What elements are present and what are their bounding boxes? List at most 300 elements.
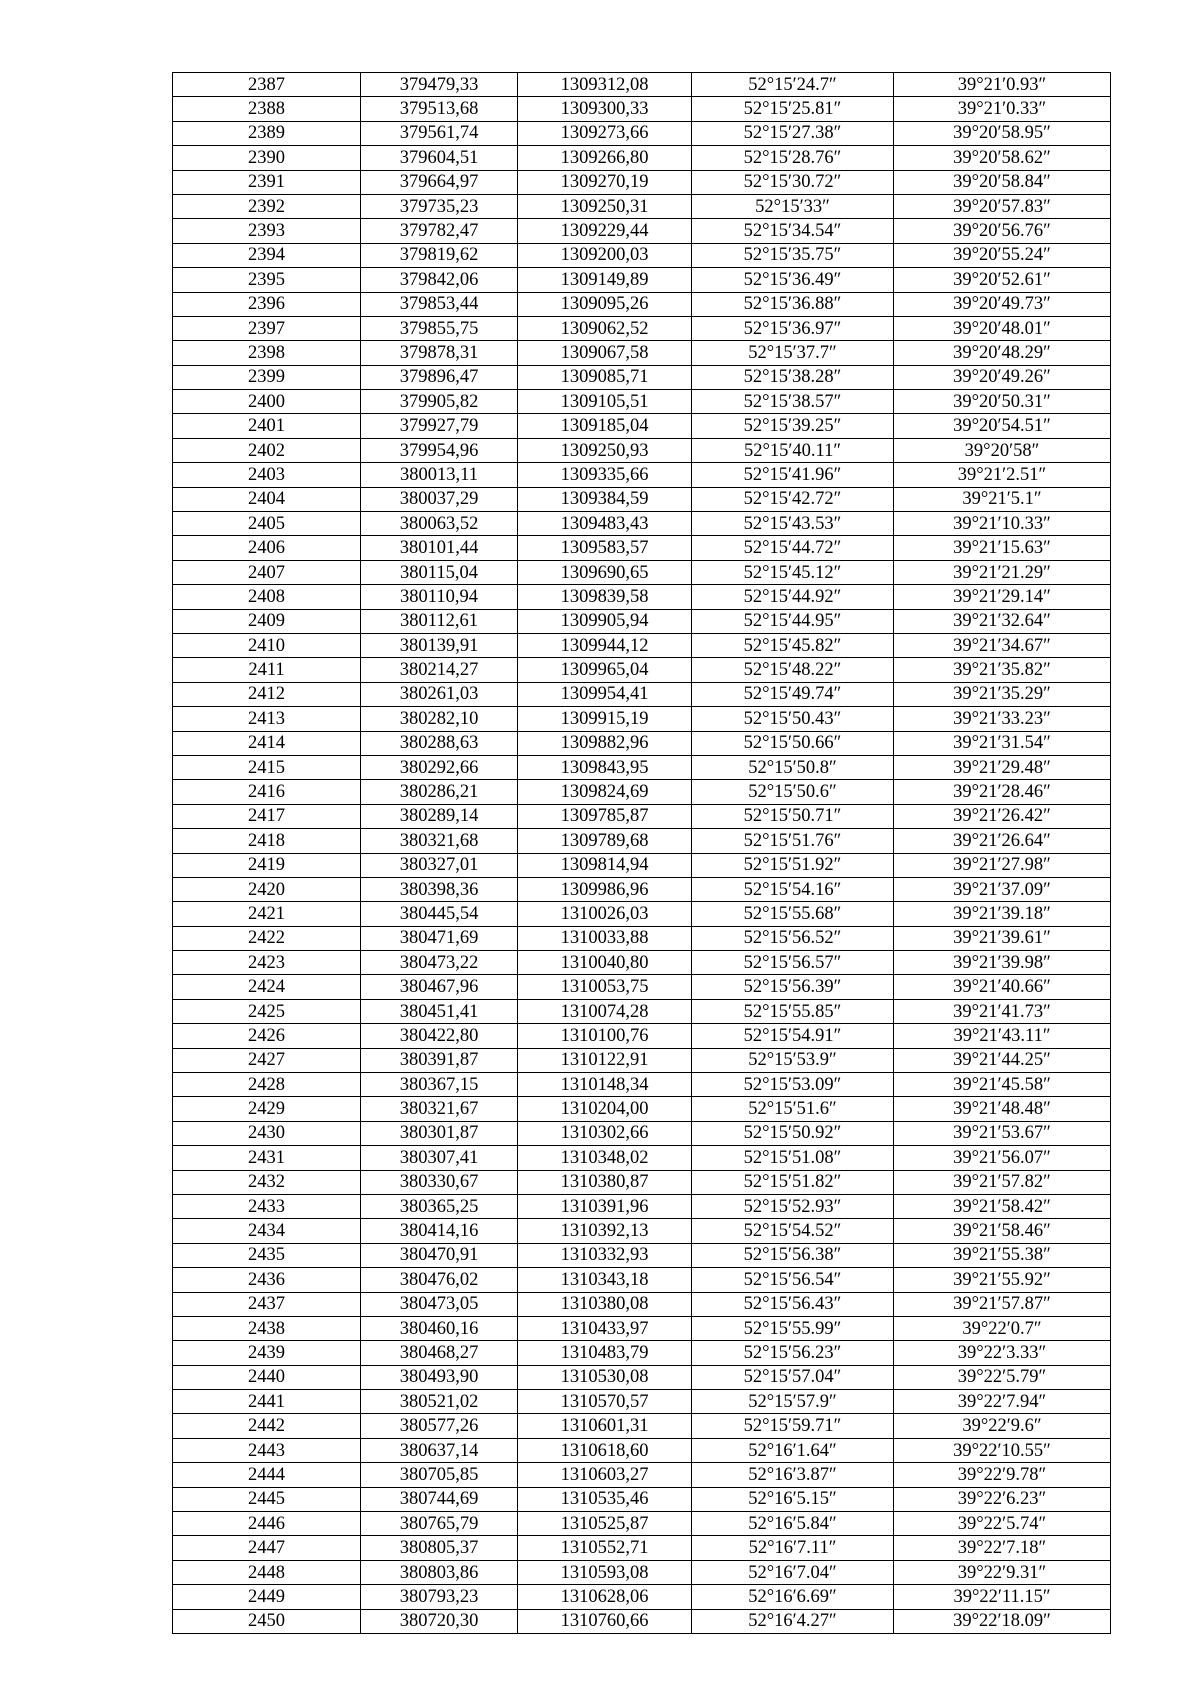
longitude-cell: 39°22′9.78″ — [894, 1463, 1111, 1487]
x-coordinate-cell: 380720,30 — [361, 1609, 518, 1633]
x-coordinate-cell: 380214,27 — [361, 658, 518, 682]
table-row — [173, 1048, 1111, 1072]
y-coordinate-cell: 1310535,46 — [518, 1487, 692, 1511]
y-coordinate-cell: 1309986,96 — [518, 877, 692, 901]
table-row — [173, 755, 1111, 779]
table-row — [173, 1170, 1111, 1194]
point-number-cell: 2408 — [173, 585, 361, 609]
point-number-cell: 2417 — [173, 804, 361, 828]
x-coordinate-cell: 380476,02 — [361, 1268, 518, 1292]
point-number-cell: 2392 — [173, 194, 361, 218]
point-number-cell: 2432 — [173, 1170, 361, 1194]
table-row — [173, 1365, 1111, 1389]
table-row — [173, 414, 1111, 438]
y-coordinate-cell: 1310040,80 — [518, 951, 692, 975]
longitude-cell: 39°21′29.14″ — [894, 585, 1111, 609]
point-number-cell: 2401 — [173, 414, 361, 438]
table-row — [173, 1438, 1111, 1462]
table-row — [173, 243, 1111, 267]
x-coordinate-cell: 380327,01 — [361, 853, 518, 877]
longitude-cell: 39°21′37.09″ — [894, 877, 1111, 901]
y-coordinate-cell: 1309266,80 — [518, 146, 692, 170]
x-coordinate-cell: 379735,23 — [361, 194, 518, 218]
x-coordinate-cell: 380292,66 — [361, 755, 518, 779]
longitude-cell: 39°21′57.87″ — [894, 1292, 1111, 1316]
latitude-cell: 52°16′1.64″ — [692, 1438, 894, 1462]
table-row — [173, 1585, 1111, 1609]
latitude-cell: 52°16′7.11″ — [692, 1536, 894, 1560]
latitude-cell: 52°15′36.88″ — [692, 292, 894, 316]
longitude-cell: 39°21′27.98″ — [894, 853, 1111, 877]
y-coordinate-cell: 1310332,93 — [518, 1243, 692, 1267]
point-number-cell: 2402 — [173, 438, 361, 462]
x-coordinate-cell: 380286,21 — [361, 780, 518, 804]
point-number-cell: 2443 — [173, 1438, 361, 1462]
latitude-cell: 52°15′25.81″ — [692, 97, 894, 121]
point-number-cell: 2447 — [173, 1536, 361, 1560]
longitude-cell: 39°21′55.38″ — [894, 1243, 1111, 1267]
latitude-cell: 52°15′56.23″ — [692, 1341, 894, 1365]
y-coordinate-cell: 1309300,33 — [518, 97, 692, 121]
x-coordinate-cell: 379561,74 — [361, 121, 518, 145]
table-row — [173, 512, 1111, 536]
longitude-cell: 39°21′43.11″ — [894, 1024, 1111, 1048]
x-coordinate-cell: 379855,75 — [361, 316, 518, 340]
latitude-cell: 52°15′28.76″ — [692, 146, 894, 170]
longitude-cell: 39°22′9.31″ — [894, 1560, 1111, 1584]
longitude-cell: 39°21′58.42″ — [894, 1194, 1111, 1218]
y-coordinate-cell: 1309312,08 — [518, 73, 692, 97]
table-row — [173, 1097, 1111, 1121]
x-coordinate-cell: 380414,16 — [361, 1219, 518, 1243]
y-coordinate-cell: 1309095,26 — [518, 292, 692, 316]
longitude-cell: 39°21′40.66″ — [894, 975, 1111, 999]
y-coordinate-cell: 1310074,28 — [518, 999, 692, 1023]
y-coordinate-cell: 1309690,65 — [518, 560, 692, 584]
point-number-cell: 2450 — [173, 1609, 361, 1633]
latitude-cell: 52°15′45.12″ — [692, 560, 894, 584]
table-row — [173, 1341, 1111, 1365]
latitude-cell: 52°15′52.93″ — [692, 1194, 894, 1218]
point-number-cell: 2423 — [173, 951, 361, 975]
latitude-cell: 52°15′27.38″ — [692, 121, 894, 145]
latitude-cell: 52°15′42.72″ — [692, 487, 894, 511]
point-number-cell: 2421 — [173, 902, 361, 926]
table-row — [173, 487, 1111, 511]
point-number-cell: 2409 — [173, 609, 361, 633]
latitude-cell: 52°15′44.92″ — [692, 585, 894, 609]
latitude-cell: 52°15′55.99″ — [692, 1316, 894, 1340]
table-row — [173, 609, 1111, 633]
latitude-cell: 52°15′36.49″ — [692, 268, 894, 292]
longitude-cell: 39°21′57.82″ — [894, 1170, 1111, 1194]
x-coordinate-cell: 380470,91 — [361, 1243, 518, 1267]
longitude-cell: 39°21′32.64″ — [894, 609, 1111, 633]
point-number-cell: 2398 — [173, 341, 361, 365]
latitude-cell: 52°15′37.7″ — [692, 341, 894, 365]
latitude-cell: 52°16′5.84″ — [692, 1512, 894, 1536]
latitude-cell: 52°15′55.68″ — [692, 902, 894, 926]
y-coordinate-cell: 1309250,31 — [518, 194, 692, 218]
point-number-cell: 2420 — [173, 877, 361, 901]
point-number-cell: 2422 — [173, 926, 361, 950]
y-coordinate-cell: 1310302,66 — [518, 1121, 692, 1145]
y-coordinate-cell: 1310033,88 — [518, 926, 692, 950]
latitude-cell: 52°15′50.92″ — [692, 1121, 894, 1145]
longitude-cell: 39°22′9.6″ — [894, 1414, 1111, 1438]
latitude-cell: 52°15′50.66″ — [692, 731, 894, 755]
point-number-cell: 2425 — [173, 999, 361, 1023]
table-row — [173, 829, 1111, 853]
latitude-cell: 52°15′54.52″ — [692, 1219, 894, 1243]
point-number-cell: 2405 — [173, 512, 361, 536]
table-row — [173, 292, 1111, 316]
x-coordinate-cell: 380805,37 — [361, 1536, 518, 1560]
x-coordinate-cell: 379782,47 — [361, 219, 518, 243]
latitude-cell: 52°15′54.16″ — [692, 877, 894, 901]
x-coordinate-cell: 380261,03 — [361, 682, 518, 706]
y-coordinate-cell: 1310760,66 — [518, 1609, 692, 1633]
table-row — [173, 194, 1111, 218]
latitude-cell: 52°15′51.76″ — [692, 829, 894, 853]
longitude-cell: 39°21′39.98″ — [894, 951, 1111, 975]
point-number-cell: 2411 — [173, 658, 361, 682]
y-coordinate-cell: 1309067,58 — [518, 341, 692, 365]
x-coordinate-cell: 380493,90 — [361, 1365, 518, 1389]
longitude-cell: 39°21′34.67″ — [894, 633, 1111, 657]
x-coordinate-cell: 380744,69 — [361, 1487, 518, 1511]
longitude-cell: 39°22′6.23″ — [894, 1487, 1111, 1511]
table-row — [173, 438, 1111, 462]
x-coordinate-cell: 379479,33 — [361, 73, 518, 97]
table-row — [173, 1560, 1111, 1584]
table-row — [173, 585, 1111, 609]
longitude-cell: 39°21′53.67″ — [894, 1121, 1111, 1145]
table-row — [173, 1463, 1111, 1487]
latitude-cell: 52°15′49.74″ — [692, 682, 894, 706]
table-row — [173, 853, 1111, 877]
latitude-cell: 52°15′33″ — [692, 194, 894, 218]
x-coordinate-cell: 380115,04 — [361, 560, 518, 584]
x-coordinate-cell: 380467,96 — [361, 975, 518, 999]
latitude-cell: 52°15′55.85″ — [692, 999, 894, 1023]
longitude-cell: 39°21′33.23″ — [894, 707, 1111, 731]
y-coordinate-cell: 1309785,87 — [518, 804, 692, 828]
table-row — [173, 1536, 1111, 1560]
table-row — [173, 999, 1111, 1023]
y-coordinate-cell: 1310348,02 — [518, 1146, 692, 1170]
table-row — [173, 536, 1111, 560]
longitude-cell: 39°21′48.48″ — [894, 1097, 1111, 1121]
latitude-cell: 52°15′34.54″ — [692, 219, 894, 243]
x-coordinate-cell: 379819,62 — [361, 243, 518, 267]
point-number-cell: 2440 — [173, 1365, 361, 1389]
y-coordinate-cell: 1310628,06 — [518, 1585, 692, 1609]
longitude-cell: 39°21′0.93″ — [894, 73, 1111, 97]
longitude-cell: 39°20′58.84″ — [894, 170, 1111, 194]
table-row — [173, 926, 1111, 950]
x-coordinate-cell: 380765,79 — [361, 1512, 518, 1536]
y-coordinate-cell: 1310148,34 — [518, 1073, 692, 1097]
x-coordinate-cell: 380803,86 — [361, 1560, 518, 1584]
longitude-cell: 39°20′54.51″ — [894, 414, 1111, 438]
x-coordinate-cell: 380289,14 — [361, 804, 518, 828]
x-coordinate-cell: 379842,06 — [361, 268, 518, 292]
point-number-cell: 2428 — [173, 1073, 361, 1097]
point-number-cell: 2394 — [173, 243, 361, 267]
longitude-cell: 39°20′57.83″ — [894, 194, 1111, 218]
longitude-cell: 39°21′31.54″ — [894, 731, 1111, 755]
latitude-cell: 52°15′50.71″ — [692, 804, 894, 828]
x-coordinate-cell: 380110,94 — [361, 585, 518, 609]
table-row — [173, 463, 1111, 487]
x-coordinate-cell: 380577,26 — [361, 1414, 518, 1438]
table-row — [173, 316, 1111, 340]
longitude-cell: 39°22′5.74″ — [894, 1512, 1111, 1536]
x-coordinate-cell: 380037,29 — [361, 487, 518, 511]
longitude-cell: 39°20′49.73″ — [894, 292, 1111, 316]
point-number-cell: 2433 — [173, 1194, 361, 1218]
latitude-cell: 52°15′51.82″ — [692, 1170, 894, 1194]
point-number-cell: 2407 — [173, 560, 361, 584]
table-row — [173, 902, 1111, 926]
point-number-cell: 2418 — [173, 829, 361, 853]
latitude-cell: 52°15′38.28″ — [692, 365, 894, 389]
y-coordinate-cell: 1310100,76 — [518, 1024, 692, 1048]
longitude-cell: 39°22′11.15″ — [894, 1585, 1111, 1609]
x-coordinate-cell: 380301,87 — [361, 1121, 518, 1145]
longitude-cell: 39°20′50.31″ — [894, 390, 1111, 414]
latitude-cell: 52°15′50.8″ — [692, 755, 894, 779]
longitude-cell: 39°21′26.64″ — [894, 829, 1111, 853]
y-coordinate-cell: 1309882,96 — [518, 731, 692, 755]
table-row — [173, 780, 1111, 804]
latitude-cell: 52°15′50.6″ — [692, 780, 894, 804]
longitude-cell: 39°20′58″ — [894, 438, 1111, 462]
y-coordinate-cell: 1310380,08 — [518, 1292, 692, 1316]
table-row — [173, 658, 1111, 682]
x-coordinate-cell: 380705,85 — [361, 1463, 518, 1487]
y-coordinate-cell: 1309273,66 — [518, 121, 692, 145]
longitude-cell: 39°20′52.61″ — [894, 268, 1111, 292]
x-coordinate-cell: 380063,52 — [361, 512, 518, 536]
longitude-cell: 39°21′5.1″ — [894, 487, 1111, 511]
x-coordinate-cell: 380451,41 — [361, 999, 518, 1023]
latitude-cell: 52°15′57.04″ — [692, 1365, 894, 1389]
point-number-cell: 2438 — [173, 1316, 361, 1340]
x-coordinate-cell: 380330,67 — [361, 1170, 518, 1194]
y-coordinate-cell: 1309229,44 — [518, 219, 692, 243]
y-coordinate-cell: 1309085,71 — [518, 365, 692, 389]
point-number-cell: 2393 — [173, 219, 361, 243]
point-number-cell: 2448 — [173, 1560, 361, 1584]
x-coordinate-cell: 380398,36 — [361, 877, 518, 901]
point-number-cell: 2416 — [173, 780, 361, 804]
point-number-cell: 2441 — [173, 1390, 361, 1414]
table-row — [173, 682, 1111, 706]
point-number-cell: 2430 — [173, 1121, 361, 1145]
latitude-cell: 52°16′6.69″ — [692, 1585, 894, 1609]
point-number-cell: 2388 — [173, 97, 361, 121]
y-coordinate-cell: 1310391,96 — [518, 1194, 692, 1218]
y-coordinate-cell: 1310593,08 — [518, 1560, 692, 1584]
coordinate-table — [172, 72, 1111, 1634]
longitude-cell: 39°22′18.09″ — [894, 1609, 1111, 1633]
longitude-cell: 39°20′49.26″ — [894, 365, 1111, 389]
y-coordinate-cell: 1310525,87 — [518, 1512, 692, 1536]
y-coordinate-cell: 1309250,93 — [518, 438, 692, 462]
table-row — [173, 1146, 1111, 1170]
point-number-cell: 2415 — [173, 755, 361, 779]
latitude-cell: 52°15′40.11″ — [692, 438, 894, 462]
y-coordinate-cell: 1310570,57 — [518, 1390, 692, 1414]
x-coordinate-cell: 379853,44 — [361, 292, 518, 316]
point-number-cell: 2434 — [173, 1219, 361, 1243]
point-number-cell: 2442 — [173, 1414, 361, 1438]
latitude-cell: 52°16′3.87″ — [692, 1463, 894, 1487]
table-row — [173, 804, 1111, 828]
table-row — [173, 1292, 1111, 1316]
x-coordinate-cell: 380473,05 — [361, 1292, 518, 1316]
y-coordinate-cell: 1310204,00 — [518, 1097, 692, 1121]
longitude-cell: 39°21′10.33″ — [894, 512, 1111, 536]
x-coordinate-cell: 380473,22 — [361, 951, 518, 975]
x-coordinate-cell: 380471,69 — [361, 926, 518, 950]
longitude-cell: 39°21′45.58″ — [894, 1073, 1111, 1097]
latitude-cell: 52°16′7.04″ — [692, 1560, 894, 1584]
latitude-cell: 52°15′56.39″ — [692, 975, 894, 999]
table-row — [173, 97, 1111, 121]
longitude-cell: 39°20′56.76″ — [894, 219, 1111, 243]
table-row — [173, 560, 1111, 584]
longitude-cell: 39°21′29.48″ — [894, 755, 1111, 779]
x-coordinate-cell: 380422,80 — [361, 1024, 518, 1048]
longitude-cell: 39°21′35.29″ — [894, 682, 1111, 706]
point-number-cell: 2445 — [173, 1487, 361, 1511]
latitude-cell: 52°15′44.95″ — [692, 609, 894, 633]
table-row — [173, 1268, 1111, 1292]
point-number-cell: 2410 — [173, 633, 361, 657]
table-row — [173, 1316, 1111, 1340]
x-coordinate-cell: 380013,11 — [361, 463, 518, 487]
x-coordinate-cell: 379927,79 — [361, 414, 518, 438]
y-coordinate-cell: 1309954,41 — [518, 682, 692, 706]
latitude-cell: 52°15′56.54″ — [692, 1268, 894, 1292]
table-row — [173, 707, 1111, 731]
y-coordinate-cell: 1310343,18 — [518, 1268, 692, 1292]
table-row — [173, 633, 1111, 657]
latitude-cell: 52°15′36.97″ — [692, 316, 894, 340]
y-coordinate-cell: 1310601,31 — [518, 1414, 692, 1438]
table-row — [173, 146, 1111, 170]
y-coordinate-cell: 1310552,71 — [518, 1536, 692, 1560]
x-coordinate-cell: 380365,25 — [361, 1194, 518, 1218]
x-coordinate-cell: 380793,23 — [361, 1585, 518, 1609]
point-number-cell: 2437 — [173, 1292, 361, 1316]
table-row — [173, 951, 1111, 975]
latitude-cell: 52°15′59.71″ — [692, 1414, 894, 1438]
y-coordinate-cell: 1309915,19 — [518, 707, 692, 731]
y-coordinate-cell: 1309905,94 — [518, 609, 692, 633]
latitude-cell: 52°15′51.6″ — [692, 1097, 894, 1121]
table-row — [173, 1073, 1111, 1097]
table-row — [173, 1609, 1111, 1633]
table-row — [173, 1194, 1111, 1218]
point-number-cell: 2395 — [173, 268, 361, 292]
point-number-cell: 2387 — [173, 73, 361, 97]
x-coordinate-cell: 380288,63 — [361, 731, 518, 755]
table-row — [173, 365, 1111, 389]
table-row — [173, 1219, 1111, 1243]
longitude-cell: 39°21′26.42″ — [894, 804, 1111, 828]
x-coordinate-cell: 380101,44 — [361, 536, 518, 560]
x-coordinate-cell: 380321,68 — [361, 829, 518, 853]
table-row — [173, 73, 1111, 97]
point-number-cell: 2397 — [173, 316, 361, 340]
point-number-cell: 2435 — [173, 1243, 361, 1267]
longitude-cell: 39°21′39.18″ — [894, 902, 1111, 926]
latitude-cell: 52°15′56.38″ — [692, 1243, 894, 1267]
table-row — [173, 170, 1111, 194]
x-coordinate-cell: 380445,54 — [361, 902, 518, 926]
point-number-cell: 2400 — [173, 390, 361, 414]
longitude-cell: 39°21′39.61″ — [894, 926, 1111, 950]
y-coordinate-cell: 1310483,79 — [518, 1341, 692, 1365]
latitude-cell: 52°15′43.53″ — [692, 512, 894, 536]
y-coordinate-cell: 1309149,89 — [518, 268, 692, 292]
longitude-cell: 39°22′10.55″ — [894, 1438, 1111, 1462]
point-number-cell: 2403 — [173, 463, 361, 487]
y-coordinate-cell: 1310603,27 — [518, 1463, 692, 1487]
point-number-cell: 2449 — [173, 1585, 361, 1609]
longitude-cell: 39°21′55.92″ — [894, 1268, 1111, 1292]
point-number-cell: 2390 — [173, 146, 361, 170]
latitude-cell: 52°15′50.43″ — [692, 707, 894, 731]
latitude-cell: 52°15′48.22″ — [692, 658, 894, 682]
latitude-cell: 52°15′45.82″ — [692, 633, 894, 657]
longitude-cell: 39°20′58.62″ — [894, 146, 1111, 170]
latitude-cell: 52°15′51.92″ — [692, 853, 894, 877]
x-coordinate-cell: 380139,91 — [361, 633, 518, 657]
x-coordinate-cell: 380460,16 — [361, 1316, 518, 1340]
point-number-cell: 2406 — [173, 536, 361, 560]
table-row — [173, 1512, 1111, 1536]
y-coordinate-cell: 1309789,68 — [518, 829, 692, 853]
x-coordinate-cell: 379905,82 — [361, 390, 518, 414]
point-number-cell: 2446 — [173, 1512, 361, 1536]
y-coordinate-cell: 1309384,59 — [518, 487, 692, 511]
x-coordinate-cell: 379513,68 — [361, 97, 518, 121]
point-number-cell: 2404 — [173, 487, 361, 511]
x-coordinate-cell: 380112,61 — [361, 609, 518, 633]
point-number-cell: 2444 — [173, 1463, 361, 1487]
point-number-cell: 2399 — [173, 365, 361, 389]
table-row — [173, 268, 1111, 292]
point-number-cell: 2436 — [173, 1268, 361, 1292]
latitude-cell: 52°15′54.91″ — [692, 1024, 894, 1048]
y-coordinate-cell: 1309965,04 — [518, 658, 692, 682]
table-row — [173, 1414, 1111, 1438]
point-number-cell: 2414 — [173, 731, 361, 755]
table-row — [173, 390, 1111, 414]
y-coordinate-cell: 1309200,03 — [518, 243, 692, 267]
y-coordinate-cell: 1309105,51 — [518, 390, 692, 414]
x-coordinate-cell: 380307,41 — [361, 1146, 518, 1170]
x-coordinate-cell: 380391,87 — [361, 1048, 518, 1072]
x-coordinate-cell: 380637,14 — [361, 1438, 518, 1462]
latitude-cell: 52°15′56.43″ — [692, 1292, 894, 1316]
longitude-cell: 39°20′48.01″ — [894, 316, 1111, 340]
